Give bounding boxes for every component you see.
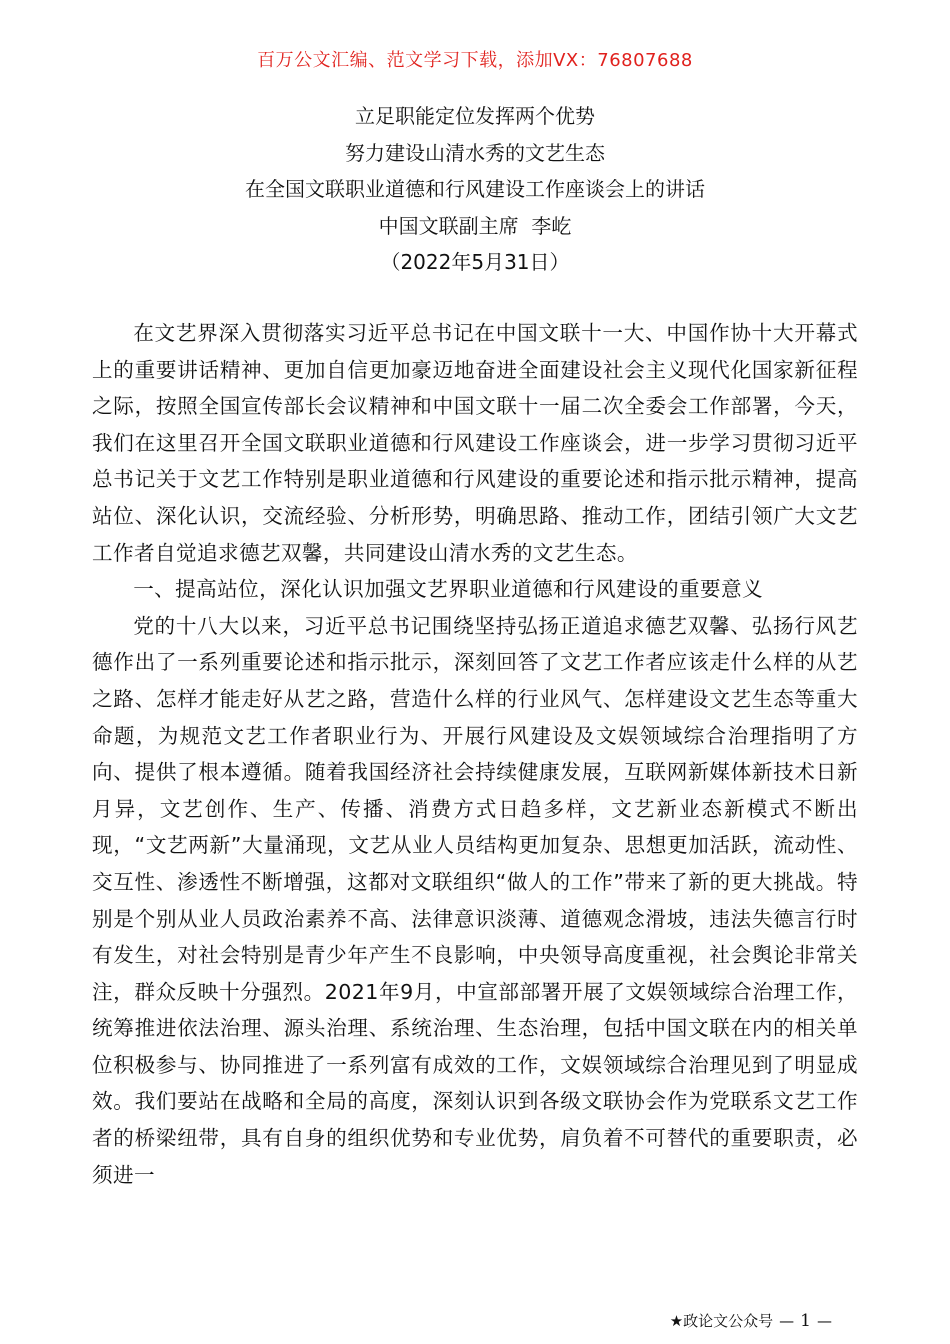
paragraph-intro: 在文艺界深入贯彻落实习近平总书记在中国文联十一大、中国作协十大开幕式上的重要讲话精神、更加自信更加豪迈地奋进全面建设社会主义现代化国家新征程之际，按照全国宣传部长会议精神和中国文联十一届二次全委会工作部署，今天，我们在这里召开全国文联职业道德和行风建设工作座谈会，进一步学习贯彻习近平总书记关于文艺工作特别是职业道德和行风建设的重要论述和指示批示精神，提高站位、深化认识，交流经验、分析形势，明确思路、推动工作，团结引领广大文艺工作者自觉追求德艺双馨，共同建设山清水秀的文艺生态。	[92, 321, 858, 565]
title-line-1: 立足职能定位发挥两个优势	[355, 104, 595, 128]
paragraph-section-1: 党的十八大以来，习近平总书记围绕坚持弘扬正道追求德艺双馨、弘扬行风艺德作出了一系列重要论述和指示批示，深刻回答了文艺工作者应该走什么样的从艺之路、怎样才能走好从艺之路，营造什么样的行业风气、怎样建设文艺生态等重大命题，为规范文艺工作者职业行为、开展行风建设及文娱领域综合治理指明了方向、提供了根本遵循。随着我国经济社会持续健康发展，互联网新媒体新技术日新月异，文艺创作、生产、传播、消费方式日趋多样，文艺新业态新模式不断出现，“文艺两新”大量涌现，文艺从业人员结构更加复杂、思想更加活跃，流动性、交互性、渗透性不断增强，这都对文联组织“做人的工作”带来了新的更大挑战。特别是个别从业人员政治素养不高、法律意识淡薄、道德观念滑坡，违法失德言行时有发生，对社会特别是青少年产生不良影响，中央领导高度重视，社会舆论非常关注，群众反映十分强烈。2021年9月，中宣部部署开展了文娱领域综合治理工作，统筹推进依法治理、源头治理、系统治理、生态治理，包括中国文联在内的相关单位积极参与、协同推进了一系列富有成效的工作，文娱领域综合治理见到了明显成效。我们要站在战略和全局的高度，深刻认识到各级文联协会作为党联系文艺工作者的桥梁纽带，具有自身的组织优势和专业优势，肩负着不可替代的重要职责，必须进一	[92, 613, 858, 1187]
title-block	[0, 98, 950, 281]
title-line-2: 努力建设山清水秀的文艺生态	[345, 140, 605, 165]
body-text	[92, 315, 858, 1193]
footer-dash-left: —	[779, 1311, 795, 1330]
date-line: （2022年5月31日）	[380, 250, 570, 274]
section-heading-1: 一、提高站位，深化认识加强文艺界职业道德和行风建设的重要意义	[133, 577, 763, 602]
footer-source: ★政论文公众号	[669, 1312, 774, 1330]
footer-dash-right: —	[817, 1311, 832, 1330]
page-footer	[670, 1310, 832, 1331]
header-watermark: 百万公文汇编、范文学习下载，添加VX：76807688	[257, 50, 693, 71]
author-line: 中国文联副主席 李屹	[378, 213, 572, 238]
page-number: 1	[800, 1310, 811, 1331]
title-line-3: 在全国文联职业道德和行风建设工作座谈会上的讲话	[245, 177, 705, 201]
